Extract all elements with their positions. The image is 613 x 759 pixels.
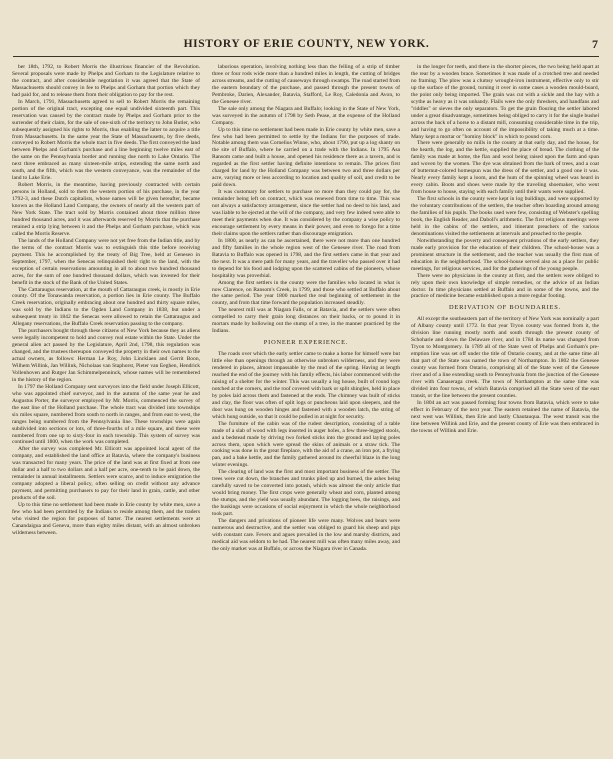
paragraph: After the survey was completed Mr. Ellicott was appointed local agent of the company, and established the land office at Batavia, where the company's business was transacted for many years. The price of the land was at first fixed at from one dollar and a half to two dollars and a half per acre, one-tenth to be paid down, the remainder in annual installments. Settlers were scarce, and to induce emigration the company adopted a liberal policy, often selling on credit without any advance payment, and permitting purchasers to pay for their land in grain, cattle, and other products of the soil.	[12, 446, 200, 502]
paragraph: Up to this time no settlement had been made in Erie county by white men, save a few who had been permitted to settle by the Indians for the purposes of trade. Notable among them was Cornelius Winne, who, about 1790, put up a log shanty on the site of Buffalo, where he carried on a trade with the Indians. In 1795 Asa Ransom came and built a house, and opened his residence there as a tavern, and is regarded as the first settler having definite intentions to remain. The prices first charged for land by the Holland Company was between two and three dollars per acre, varying more or less according to location and quality of soil, and credit to be paid down.	[212, 126, 400, 189]
running-header	[0, 38, 613, 58]
paragraph: Notwithstanding the poverty and consequent privations of the early settlers, they made early provision for the education of their children. The school-house was a prominent structure in the settlement, and the teacher was usually the first man of education in the neighborhood. The school-house served also as a place for public meetings, for religious services, and for the gatherings of the young people.	[411, 237, 599, 272]
paragraph: The nearest mill was at Niagara Falls, or at Batavia, and the settlers were often compelled to carry their grain long distances on their backs, or to pound it in mortars made by hollowing out the stump of a tree, in the manner practiced by the Indians.	[212, 307, 400, 335]
paragraph: In March, 1791, Massachusetts agreed to sell to Robert Morris the remaining portion of the original tract, excepting one equal undivided sixteenth part. This reservation was caused by the contract made by Phelps and Gorham prior to the surrender of their claim, for the sale of one-sixth of the territory to John Butler, who subsequently assigned his rights to Morris, thus enabling the latter to acquire a title from Massachusetts. In the same year the State of Massachusetts, by five deeds, conveyed to Robert Morris the whole tract in five deeds. The first conveyed the land between Phelps and Gorham's purchase and a line beginning twelve miles east of the same on the Pennsylvania border and running due north to Lake Ontario. The next three embraced as many sixteen-mile strips, extending the same north and south, and the fifth, which was the western conveyance, was the remainder of the land to Lake Erie.	[12, 98, 200, 182]
page-number: 7	[592, 37, 598, 51]
paragraph: There were generally no mills in the county at that early day, and the house, for the hearth, the log, and the kettle, supplied the place of bread. The clothing of the family was made at home, the flax and wool being raised upon the farm and spun and woven by the women. The dye was obtained from the bark of trees, and a coat of butternut-colored homespun was the dress of the settler, and a good one it was. Nearly every family kept a loom, and the hum of the spinning wheel was heard in every cabin. Boots and shoes were made by the traveling shoemaker, who went from house to house, staying with each family until their wants were supplied.	[411, 140, 599, 196]
paragraph: Up to this time no settlement had been made in Erie county by white men, save a few who had been permitted by the Indians to reside among them, and the traders who visited the region for purposes of barter. The nearest settlements were at Canandaigua and Geneva, more than eighty miles distant, with an almost unbroken wilderness between.	[12, 502, 200, 536]
paragraph: The furniture of the cabin was of the rudest description, consisting of a table made of a slab of wood with legs inserted in auger holes, a few three-legged stools, and a bedstead made by driving two forked sticks into the ground and laying poles across them, upon which were spread the skins of animals or a straw tick. The cooking was done in the great fireplace, with the aid of a crane, an iron pot, a frying pan, and a bake kettle, and the family gathered around its cheerful blaze in the long winter evenings.	[212, 420, 400, 469]
paragraph: There were no physicians in the county at first, and the settlers were obliged to rely upon their own knowledge of simple remedies, or the advice of an Indian doctor. In time physicians settled at Buffalo and in some of the towns, and the practice of medicine became established upon a more regular footing.	[411, 272, 599, 300]
text-column-right	[411, 64, 599, 756]
paragraph: The roads over which the early settler came to make a home for himself were but little else than openings through an otherwise unbroken wilderness, and they were rendered in places, almost impassable by the mud of the spring. Having at length reached the end of the journey with his family effects, his labor commenced with the raising of a shelter for the winter. This was usually a log house, built of round logs notched at the corners, and the roof covered with bark or split shingles, held in place by poles laid across them and fastened at the ends. The chimney was built of sticks and clay, the floor was often of split logs or puncheons laid upon sleepers, and the door was hung on wooden hinges and fastened with a wooden latch, the string of which hung outside, so that it could be pulled in at night for security.	[212, 351, 400, 420]
paragraph: The clearing of land was the first and most important business of the settler. The trees were cut down, the branches and trunks piled up and burned, the ashes being carefully saved to be converted into potash, which was almost the only article that would bring money. The first crops were generally wheat and corn, planted among the stumps, and the yield was usually abundant. The logging bees, the raisings, and the huskings were occasions of social enjoyment in which the whole neighborhood took part.	[212, 469, 400, 518]
paragraph: Robert Morris, in the meantime, having previously contracted with certain persons in Holland, sold to them the western portion of his purchase, in the year 1792-3, and these Dutch capitalists, whose names will be given hereafter, became known as the Holland Land Company, the owners of nearly all the western part of New York State. The tract sold by Morris contained about three million three hundred thousand acres, and it was afterwards reserved by Morris that the purchase retained a strip lying between it and the Phelps and Gorham purchase, which was called the Morris Reserve.	[12, 182, 200, 237]
page-title: HISTORY OF ERIE COUNTY, NEW YORK.	[183, 38, 430, 50]
section-heading-derivation-of-boundaries: DERIVATION OF BOUNDARIES.	[448, 304, 562, 312]
paragraph: The first schools in the county were kept in log buildings, and were supported by the voluntary contributions of the settlers, the teacher often boarding around among the families of his pupils. The books used were few, consisting of Webster's spelling book, the English Reader, and Daboll's arithmetic. The first religious meetings were held in the cabins of the settlers, and itinerant preachers of the various denominations visited the settlements at intervals and preached to the people.	[411, 196, 599, 237]
paragraph: The Cattaraugus reservation, at the mouth of Cattaraugus creek, is mostly in Erie county. Of the Tonawanda reservation, a portion lies in Erie county. The Buffalo Creek reservation, originally embracing about one hundred and thirty square miles, was sold by the Indians to the Ogden Land Company in 1838, but under a subsequent treaty in 1842 the Senecas were allowed to retain the Cattaraugus and Allegany reservations, the Buffalo Creek reservation passing to the company.	[12, 286, 200, 328]
paragraph: in the longer for teeth, and there in the shorter pieces, the two being held apart at the rear by a wooden brace. Sometimes it was made of a crotched tree and needed no framing. The plow was a clumsy wrought-iron instrument, effective only to stir up the surface of the ground, turning it over in some cases a wooden mould-board, the point only being imported. The grain was cut with a sickle and the hay with a scythe as heavy as it was unhandy. Flails were the only threshers, and handfans and "riddles" or sieves the only separators. To get the grain flouring the settler labored under a great disadvantage, sometimes being obliged to carry it for the single bushel across the back of a horse to a distant mill, consuming considerable time in the trip, and having to go often on account of the impossibility of taking much at a time. Many kept a mortar or "hominy block" in which to pound corn.	[411, 64, 599, 140]
paragraph: In 1797 the Holland Company sent surveyors into the field under Joseph Ellicott, who was appointed chief surveyor, and in the autumn of the same year he and Augustus Porter, the surveyor employed by Mr. Morris, commenced the survey of the east line of the Holland purchase. The whole tract was divided into townships six miles square, numbered from south to north in ranges, and from east to west, the ranges being numbered from the Pennsylvania line. These townships were again subdivided into sections or lots, of three-fourths of a mile square, and these were numbered from one up to sixty-four in each township. This system of survey was continued until 1800, when the work was completed.	[12, 383, 200, 446]
paragraph: In 1800, as nearly as can be ascertained, there were not more than one hundred and fifty families in the whole region west of the Genesee river. The road from Batavia to Buffalo was opened in 1798, and the first settlers came in that year and the next. It was a mere path for many years, and the traveller who passed over it had to depend for his food and lodging upon the scattered cabins of the pioneers, whose hospitality was proverbial.	[212, 237, 400, 279]
paragraph: In 1804 an act was passed forming four towns from Batavia, which were to take effect in February of the next year. The eastern retained the name of Batavia, the next west was Willink, then Erie and lastly Chautauqua. The west transit was the line between Willink and Erie, and the present county of Erie was then embraced in the towns of Willink and Erie.	[411, 399, 599, 434]
section-heading-pioneer-experience: PIONEER EXPERIENCE.	[263, 339, 349, 347]
paragraph: The dangers and privations of pioneer life were many. Wolves and bears were numerous and destructive, and the settler was obliged to guard his sheep and pigs with constant care. Fevers and agues prevailed in the low and marshy districts, and medical aid was seldom to be had. The nearest mill was often many miles away, and the only market was at Buffalo, or across the Niagara river in Canada.	[212, 518, 400, 552]
paragraph: The lands of the Holland Company were not yet free from the Indian title, and by the terms of the contract Morris was to extinguish this title before receiving payment. This he accomplished by the treaty of Big Tree, held at Geneseo in September, 1797, when the Senecas relinquished their right to the land, with the exception of certain reservations amounting in all to about two hundred thousand acres, for the sum of one hundred thousand dollars, which was invested for their benefit in the stock of the Bank of the United States.	[12, 237, 200, 286]
paragraph: Among the first settlers in the county were the families who located in what is now Clarence, on Ransom's Creek, in 1799, and those who settled at Buffalo about the same period. The year 1800 marked the real beginning of settlement in the county, and from that time forward the population increased steadily.	[212, 279, 400, 307]
paragraph: The purchasers bought through these citizens of New York because they as aliens were legally incompetent to hold and convey real estate within the State. Under the general alien act passed by the Legislature, April 2nd, 1798, this regulation was changed, and the trustees thereupon conveyed the property in their own names to the actual owners, as follows: Herman Le Roy, John Lincklaen and Gerrit Boon, Wilhem Willink, Jan Willink, Nicholaas van Staphorst, Pieter van Eeghen, Hendrick Vollenhoven and Rutger Jan Schimmelpenninck, whose names will be remembered in the history of the region.	[12, 328, 200, 383]
header-rule	[13, 56, 599, 57]
paragraph: laborious operation, involving nothing less than the felling of a strip of timber three or four rods wide more than a hundred miles in length, the cutting of bridges across streams, and the cutting of causeways through swamps. The road started from the eastern boundary of the purchase, and passed through the present towns of Pembroke, Darien, Alexander, Batavia, Stafford, Le Roy, Caledonia and Avon, to the Genesee river.	[212, 64, 400, 105]
paragraph: It was customary for settlers to purchase no more than they could pay for, the remainder being left on contract, which was renewed from time to time. This was not always a satisfactory arrangement, since the settler had no deed to his land, and was liable to be ejected at the will of the company, and very few indeed were able to meet their payments when due. It was considered by the company a wise policy to encourage settlement by every means in their power, and even to forego for a time their claims upon the settlers rather than discourage emigration.	[212, 189, 400, 237]
paragraph: All except the southeastern part of the territory of New York was nominally a part of Albany county until 1772. In that year Tryon county was formed from it, the division line running mostly north and south through the present county of Schoharie and down the Delaware river, and in 1784 its name was changed from Tryon to Montgomery. In 1789 all of the State west of Phelps and Gorham's pre-emption line was set off under the title of Ontario county, and at the same time all that part of the State was named the town of Northampton. In 1802 the Genesee county was formed from Ontario, comprising all of the State west of the Genesee river and of a line extending south to Pennsylvania from the junction of the Genesee river with Canaseraga creek. The town of Northampton at the same time was divided into four towns, of which Batavia comprised all the State west of the east transit, or the line between the present counties.	[411, 316, 599, 399]
paragraph: The sale only among the Niagara and Buffalo; looking in the State of New York, was surveyed in the autumn of 1798 by Seth Pease, at the expense of the Holland Company.	[212, 105, 400, 126]
text-column-left	[12, 64, 200, 756]
text-column-middle	[212, 64, 400, 756]
paragraph: ber 18th, 1792, to Robert Morris the illustrious financier of the Revolution. Several proposals were made by Phelps and Gorham to the Legislature relative to the contract, and after considerable negotiation it was agreed that the State of Massachusetts should convey in fee to Phelps and Gorham that portion which they had paid for, and to release them from their obligation to pay for the rest.	[12, 64, 200, 98]
